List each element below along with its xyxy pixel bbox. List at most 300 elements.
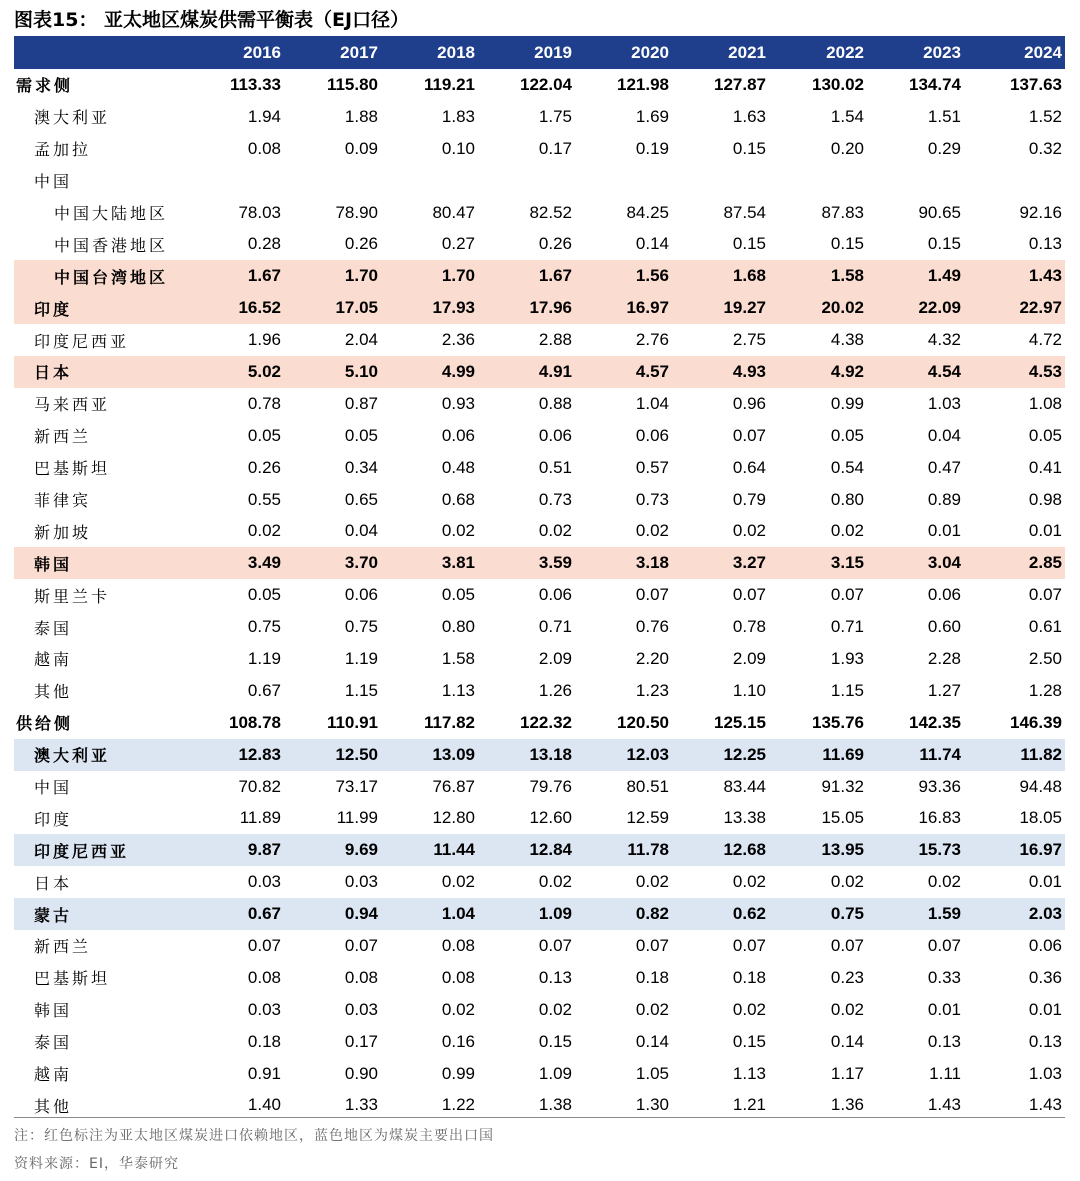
value-cell: 0.03: [344, 872, 378, 892]
value-cell: 0.93: [441, 393, 475, 413]
value-cell: 2.76: [635, 330, 669, 350]
value-cell: 0.28: [247, 234, 281, 254]
value-cell: 121.98: [617, 74, 669, 94]
value-cell: 0.32: [1028, 138, 1062, 158]
value-cell: 1.69: [635, 106, 669, 126]
value-cell: 0.36: [1028, 967, 1062, 987]
value-cell: 0.99: [441, 1063, 475, 1083]
row-label: 供给侧: [16, 714, 74, 734]
value-cell: 0.20: [830, 138, 864, 158]
value-cell: 0.54: [830, 457, 864, 477]
table-row: [14, 611, 1065, 643]
table-row: [14, 515, 1065, 547]
row-label: 新西兰: [34, 937, 92, 957]
table-row: [14, 771, 1065, 803]
value-cell: 0.07: [635, 935, 669, 955]
value-cell: 0.15: [732, 234, 766, 254]
value-cell: 0.68: [441, 489, 475, 509]
value-cell: 13.09: [432, 744, 475, 764]
value-cell: 4.38: [830, 330, 864, 350]
value-cell: 1.19: [247, 648, 281, 668]
value-cell: 0.13: [1028, 1031, 1062, 1051]
value-cell: 0.90: [344, 1063, 378, 1083]
value-cell: 0.17: [344, 1031, 378, 1051]
supply-demand-table: [14, 36, 1065, 1121]
table-row: [14, 994, 1065, 1026]
row-label: 日本: [34, 363, 73, 383]
value-cell: 11.89: [239, 808, 281, 828]
value-cell: 0.17: [538, 138, 572, 158]
value-cell: 0.04: [344, 521, 378, 541]
value-cell: 0.15: [732, 138, 766, 158]
value-cell: 0.78: [732, 617, 766, 637]
value-cell: 0.06: [344, 585, 378, 605]
value-cell: 1.21: [732, 1095, 766, 1115]
value-cell: 12.50: [335, 744, 378, 764]
table-row: [14, 834, 1065, 866]
page-title: 图表15： 亚太地区煤炭供需平衡表（EJ口径）: [14, 9, 410, 31]
value-cell: 0.75: [344, 617, 378, 637]
value-cell: 2.50: [1028, 648, 1062, 668]
value-cell: 1.67: [538, 266, 572, 286]
value-cell: 0.61: [1028, 617, 1062, 637]
value-cell: 0.67: [247, 904, 281, 924]
value-cell: 1.09: [538, 904, 572, 924]
table-row: [14, 228, 1065, 260]
row-label: 印度尼西亚: [34, 841, 130, 861]
value-cell: 0.02: [538, 999, 572, 1019]
value-cell: 0.06: [441, 425, 475, 445]
value-cell: 0.27: [441, 234, 475, 254]
row-label: 澳大利亚: [34, 746, 111, 766]
value-cell: 82.52: [529, 202, 572, 222]
value-cell: 0.71: [538, 617, 572, 637]
value-cell: 0.07: [247, 935, 281, 955]
value-cell: 1.75: [538, 106, 572, 126]
value-cell: 0.80: [830, 489, 864, 509]
value-cell: 83.44: [723, 776, 766, 796]
value-cell: 125.15: [714, 712, 766, 732]
value-cell: 0.51: [538, 457, 572, 477]
value-cell: 1.27: [927, 680, 961, 700]
value-cell: [964, 165, 1065, 197]
value-cell: 0.29: [927, 138, 961, 158]
value-cell: 2.09: [538, 648, 572, 668]
value-cell: 0.02: [635, 999, 669, 1019]
value-cell: 0.73: [635, 489, 669, 509]
value-cell: 1.11: [929, 1063, 961, 1083]
value-cell: 0.18: [635, 967, 669, 987]
value-cell: 9.87: [247, 840, 281, 860]
row-label: 孟加拉: [34, 140, 92, 160]
value-cell: 4.54: [927, 361, 961, 381]
table-row: [14, 930, 1065, 962]
value-cell: 2.09: [732, 648, 766, 668]
value-cell: [769, 165, 867, 197]
value-cell: 0.89: [927, 489, 961, 509]
value-cell: 1.13: [732, 1063, 766, 1083]
value-cell: 0.06: [927, 585, 961, 605]
value-cell: 12.25: [723, 744, 766, 764]
value-cell: 1.28: [1028, 680, 1062, 700]
value-cell: 12.80: [432, 808, 475, 828]
value-cell: 0.07: [830, 585, 864, 605]
value-cell: 3.27: [732, 553, 766, 573]
row-label: 中国: [34, 172, 73, 192]
value-cell: 12.03: [626, 744, 669, 764]
value-cell: 0.07: [538, 935, 572, 955]
value-cell: 87.54: [723, 202, 766, 222]
value-cell: 0.05: [1028, 425, 1062, 445]
value-cell: 1.43: [1028, 266, 1062, 286]
value-cell: 0.60: [927, 617, 961, 637]
value-cell: 11.82: [1020, 744, 1062, 764]
value-cell: 0.75: [830, 904, 864, 924]
value-cell: 0.08: [247, 138, 281, 158]
value-cell: 0.05: [247, 425, 281, 445]
value-cell: 1.10: [732, 680, 766, 700]
value-cell: 122.32: [520, 712, 572, 732]
value-cell: 1.03: [927, 393, 961, 413]
value-cell: 0.33: [927, 967, 961, 987]
value-cell: 1.96: [247, 330, 281, 350]
value-cell: 0.01: [1028, 521, 1062, 541]
value-cell: 3.49: [247, 553, 281, 573]
value-cell: 3.04: [927, 553, 961, 573]
value-cell: 3.59: [538, 553, 572, 573]
value-cell: 0.02: [635, 872, 669, 892]
value-cell: 120.50: [617, 712, 669, 732]
value-cell: 0.07: [927, 935, 961, 955]
value-cell: 0.06: [538, 585, 572, 605]
value-cell: [867, 165, 964, 197]
value-cell: 12.83: [238, 744, 281, 764]
value-cell: 0.01: [1028, 999, 1062, 1019]
value-cell: 0.08: [344, 967, 378, 987]
table-row: [14, 675, 1065, 707]
value-cell: 1.05: [635, 1063, 669, 1083]
value-cell: 1.15: [830, 680, 864, 700]
value-cell: 0.02: [927, 872, 961, 892]
value-cell: 0.02: [538, 872, 572, 892]
value-cell: 13.38: [723, 808, 766, 828]
value-cell: [478, 165, 575, 197]
table-row: [14, 101, 1065, 133]
year-header: 2020: [631, 42, 669, 62]
row-label: 韩国: [34, 554, 73, 574]
value-cell: 0.88: [538, 393, 572, 413]
value-cell: 4.93: [732, 361, 766, 381]
value-cell: 1.49: [927, 266, 961, 286]
value-cell: 0.73: [538, 489, 572, 509]
value-cell: 5.10: [344, 361, 378, 381]
value-cell: 19.27: [723, 298, 766, 318]
row-label: 泰国: [34, 618, 73, 638]
value-cell: 0.75: [247, 617, 281, 637]
value-cell: 0.14: [635, 1031, 669, 1051]
year-header: 2023: [923, 42, 961, 62]
value-cell: 0.16: [441, 1031, 475, 1051]
value-cell: 11.74: [919, 744, 961, 764]
value-cell: 122.04: [520, 74, 572, 94]
value-cell: 1.52: [1028, 106, 1062, 126]
value-cell: 13.18: [529, 744, 572, 764]
value-cell: 3.81: [441, 553, 475, 573]
value-cell: 0.09: [344, 138, 378, 158]
value-cell: 12.84: [529, 840, 572, 860]
row-label: 印度: [34, 809, 73, 829]
value-cell: 73.17: [335, 776, 378, 796]
value-cell: 0.94: [344, 904, 378, 924]
value-cell: 1.54: [830, 106, 864, 126]
year-header: 2018: [437, 42, 475, 62]
value-cell: 12.59: [626, 808, 669, 828]
value-cell: 0.26: [247, 457, 281, 477]
value-cell: 1.88: [344, 106, 378, 126]
value-cell: 91.32: [821, 776, 864, 796]
value-cell: 3.18: [635, 553, 669, 573]
row-label: 泰国: [34, 1033, 73, 1053]
year-header: 2021: [728, 42, 766, 62]
table-row: [14, 547, 1065, 579]
value-cell: 1.68: [732, 266, 766, 286]
value-cell: 0.02: [830, 521, 864, 541]
value-cell: 2.03: [1028, 904, 1062, 924]
value-cell: [180, 165, 284, 197]
value-cell: 0.03: [247, 872, 281, 892]
table-row: [14, 388, 1065, 420]
value-cell: 0.41: [1028, 457, 1062, 477]
value-cell: 9.69: [344, 840, 378, 860]
value-cell: 0.07: [732, 425, 766, 445]
value-cell: 0.05: [441, 585, 475, 605]
value-cell: 2.75: [732, 330, 766, 350]
value-cell: 0.71: [830, 617, 864, 637]
table-row: [14, 292, 1065, 324]
value-cell: 1.43: [927, 1095, 961, 1115]
value-cell: 90.65: [918, 202, 961, 222]
value-cell: 4.91: [538, 361, 572, 381]
table-row: [14, 324, 1065, 356]
value-cell: 0.07: [1028, 585, 1062, 605]
value-cell: 1.38: [538, 1095, 572, 1115]
value-cell: 0.18: [732, 967, 766, 987]
value-cell: 1.70: [441, 266, 475, 286]
value-cell: 0.04: [927, 425, 961, 445]
value-cell: 11.44: [433, 840, 475, 860]
value-cell: 1.23: [635, 680, 669, 700]
value-cell: 12.60: [529, 808, 572, 828]
value-cell: 80.47: [432, 202, 475, 222]
value-cell: 16.83: [918, 808, 961, 828]
row-label: 越南: [34, 650, 73, 670]
value-cell: 113.33: [229, 74, 281, 94]
value-cell: 0.05: [247, 585, 281, 605]
value-cell: 0.05: [830, 425, 864, 445]
value-cell: 1.33: [344, 1095, 378, 1115]
value-cell: 1.40: [247, 1095, 281, 1115]
value-cell: 1.58: [441, 648, 475, 668]
value-cell: 1.36: [830, 1095, 864, 1115]
value-cell: 1.51: [927, 106, 961, 126]
value-cell: 84.25: [626, 202, 669, 222]
value-cell: 0.05: [344, 425, 378, 445]
table-header-row: [14, 36, 1065, 69]
value-cell: 93.36: [918, 776, 961, 796]
value-cell: 1.67: [247, 266, 281, 286]
table-row: [14, 739, 1065, 771]
value-cell: 11.69: [822, 744, 864, 764]
value-cell: 0.15: [732, 1031, 766, 1051]
footnote: 注：红色标注为亚太地区煤炭进口依赖地区，蓝色地区为煤炭主要出口国: [14, 1128, 494, 1144]
year-header: 2022: [826, 42, 864, 62]
row-label: 澳大利亚: [34, 108, 111, 128]
value-cell: 70.82: [238, 776, 281, 796]
value-cell: 22.09: [918, 298, 961, 318]
value-cell: 0.96: [732, 393, 766, 413]
value-cell: 1.13: [441, 680, 475, 700]
row-label: 菲律宾: [34, 491, 92, 511]
value-cell: 0.02: [441, 872, 475, 892]
value-cell: 0.14: [830, 1031, 864, 1051]
value-cell: 16.97: [626, 298, 669, 318]
value-cell: 1.56: [635, 266, 669, 286]
table-row: [14, 356, 1065, 388]
table-row: [14, 133, 1065, 165]
value-cell: 142.35: [909, 712, 961, 732]
value-cell: 0.02: [538, 521, 572, 541]
value-cell: 0.48: [441, 457, 475, 477]
value-cell: 0.01: [1028, 872, 1062, 892]
row-label: 蒙古: [34, 905, 73, 925]
value-cell: 127.87: [714, 74, 766, 94]
table-row: [14, 420, 1065, 452]
table-row: [14, 707, 1065, 739]
value-cell: 0.08: [441, 935, 475, 955]
row-label: 需求侧: [16, 76, 74, 96]
table-row: [14, 1026, 1065, 1058]
value-cell: 4.32: [927, 330, 961, 350]
year-header: 2024: [1024, 42, 1062, 62]
value-cell: 135.76: [812, 712, 864, 732]
value-cell: 0.08: [247, 967, 281, 987]
row-label: 新西兰: [34, 427, 92, 447]
value-cell: 87.83: [821, 202, 864, 222]
value-cell: 12.68: [723, 840, 766, 860]
value-cell: 0.01: [927, 999, 961, 1019]
value-cell: 0.07: [830, 935, 864, 955]
value-cell: 78.03: [238, 202, 281, 222]
table-row: [14, 452, 1065, 484]
value-cell: 0.02: [247, 521, 281, 541]
value-cell: 108.78: [229, 712, 281, 732]
value-cell: 2.04: [344, 330, 378, 350]
value-cell: 1.08: [1028, 393, 1062, 413]
value-cell: 0.80: [441, 617, 475, 637]
value-cell: 2.88: [538, 330, 572, 350]
value-cell: 2.36: [441, 330, 475, 350]
row-label: 印度: [34, 299, 73, 319]
table-bottom-rule: [14, 1117, 1065, 1118]
year-header: 2016: [243, 42, 281, 62]
source-note: 资料来源：EI，华泰研究: [14, 1156, 179, 1172]
table-body: [14, 69, 1065, 1121]
value-cell: 1.58: [830, 266, 864, 286]
value-cell: 0.76: [635, 617, 669, 637]
value-cell: 1.43: [1028, 1095, 1062, 1115]
value-cell: 119.21: [423, 74, 475, 94]
value-cell: 94.48: [1019, 776, 1062, 796]
value-cell: 15.05: [821, 808, 864, 828]
value-cell: 1.93: [830, 648, 864, 668]
value-cell: [672, 165, 769, 197]
value-cell: 0.06: [538, 425, 572, 445]
value-cell: 0.55: [247, 489, 281, 509]
value-cell: 22.97: [1019, 298, 1062, 318]
row-label: 中国香港地区: [54, 235, 169, 255]
row-label: 巴基斯坦: [34, 459, 111, 479]
year-header: 2019: [534, 42, 572, 62]
value-cell: 1.22: [441, 1095, 475, 1115]
value-cell: 16.97: [1019, 840, 1062, 860]
value-cell: 0.02: [830, 872, 864, 892]
value-cell: 0.13: [1028, 234, 1062, 254]
value-cell: 0.62: [732, 904, 766, 924]
value-cell: 134.74: [909, 74, 961, 94]
value-cell: 0.02: [732, 872, 766, 892]
value-cell: 0.02: [441, 521, 475, 541]
row-label: 马来西亚: [34, 395, 111, 415]
value-cell: 4.72: [1028, 330, 1062, 350]
value-cell: 0.02: [635, 521, 669, 541]
value-cell: 0.57: [635, 457, 669, 477]
value-cell: 92.16: [1019, 202, 1062, 222]
value-cell: 20.02: [821, 298, 864, 318]
value-cell: 1.04: [635, 393, 669, 413]
value-cell: 11.99: [336, 808, 378, 828]
value-cell: 18.05: [1019, 808, 1062, 828]
value-cell: 0.01: [927, 521, 961, 541]
value-cell: 1.30: [635, 1095, 669, 1115]
value-cell: 0.08: [441, 967, 475, 987]
value-cell: 0.91: [247, 1063, 281, 1083]
row-label: 其他: [34, 1096, 73, 1116]
row-label: 中国大陆地区: [54, 204, 169, 223]
value-cell: 0.65: [344, 489, 378, 509]
value-cell: 0.13: [927, 1031, 961, 1051]
value-cell: 0.34: [344, 457, 378, 477]
table-row: [14, 197, 1065, 229]
value-cell: 117.82: [423, 712, 475, 732]
table-row: [14, 866, 1065, 898]
value-cell: 0.02: [732, 999, 766, 1019]
value-cell: 2.28: [927, 648, 961, 668]
row-label: 新加坡: [34, 522, 92, 542]
value-cell: 0.26: [344, 234, 378, 254]
value-cell: 1.03: [1028, 1063, 1062, 1083]
value-cell: 0.87: [344, 393, 378, 413]
value-cell: 0.02: [732, 521, 766, 541]
value-cell: 0.78: [247, 393, 281, 413]
year-header: 2017: [340, 42, 378, 62]
value-cell: 0.07: [732, 585, 766, 605]
row-label: 中国: [34, 778, 73, 798]
value-cell: 146.39: [1010, 712, 1062, 732]
table-row: [14, 260, 1065, 292]
value-cell: 3.70: [344, 553, 378, 573]
table-row: [14, 69, 1065, 101]
value-cell: 13.95: [821, 840, 864, 860]
